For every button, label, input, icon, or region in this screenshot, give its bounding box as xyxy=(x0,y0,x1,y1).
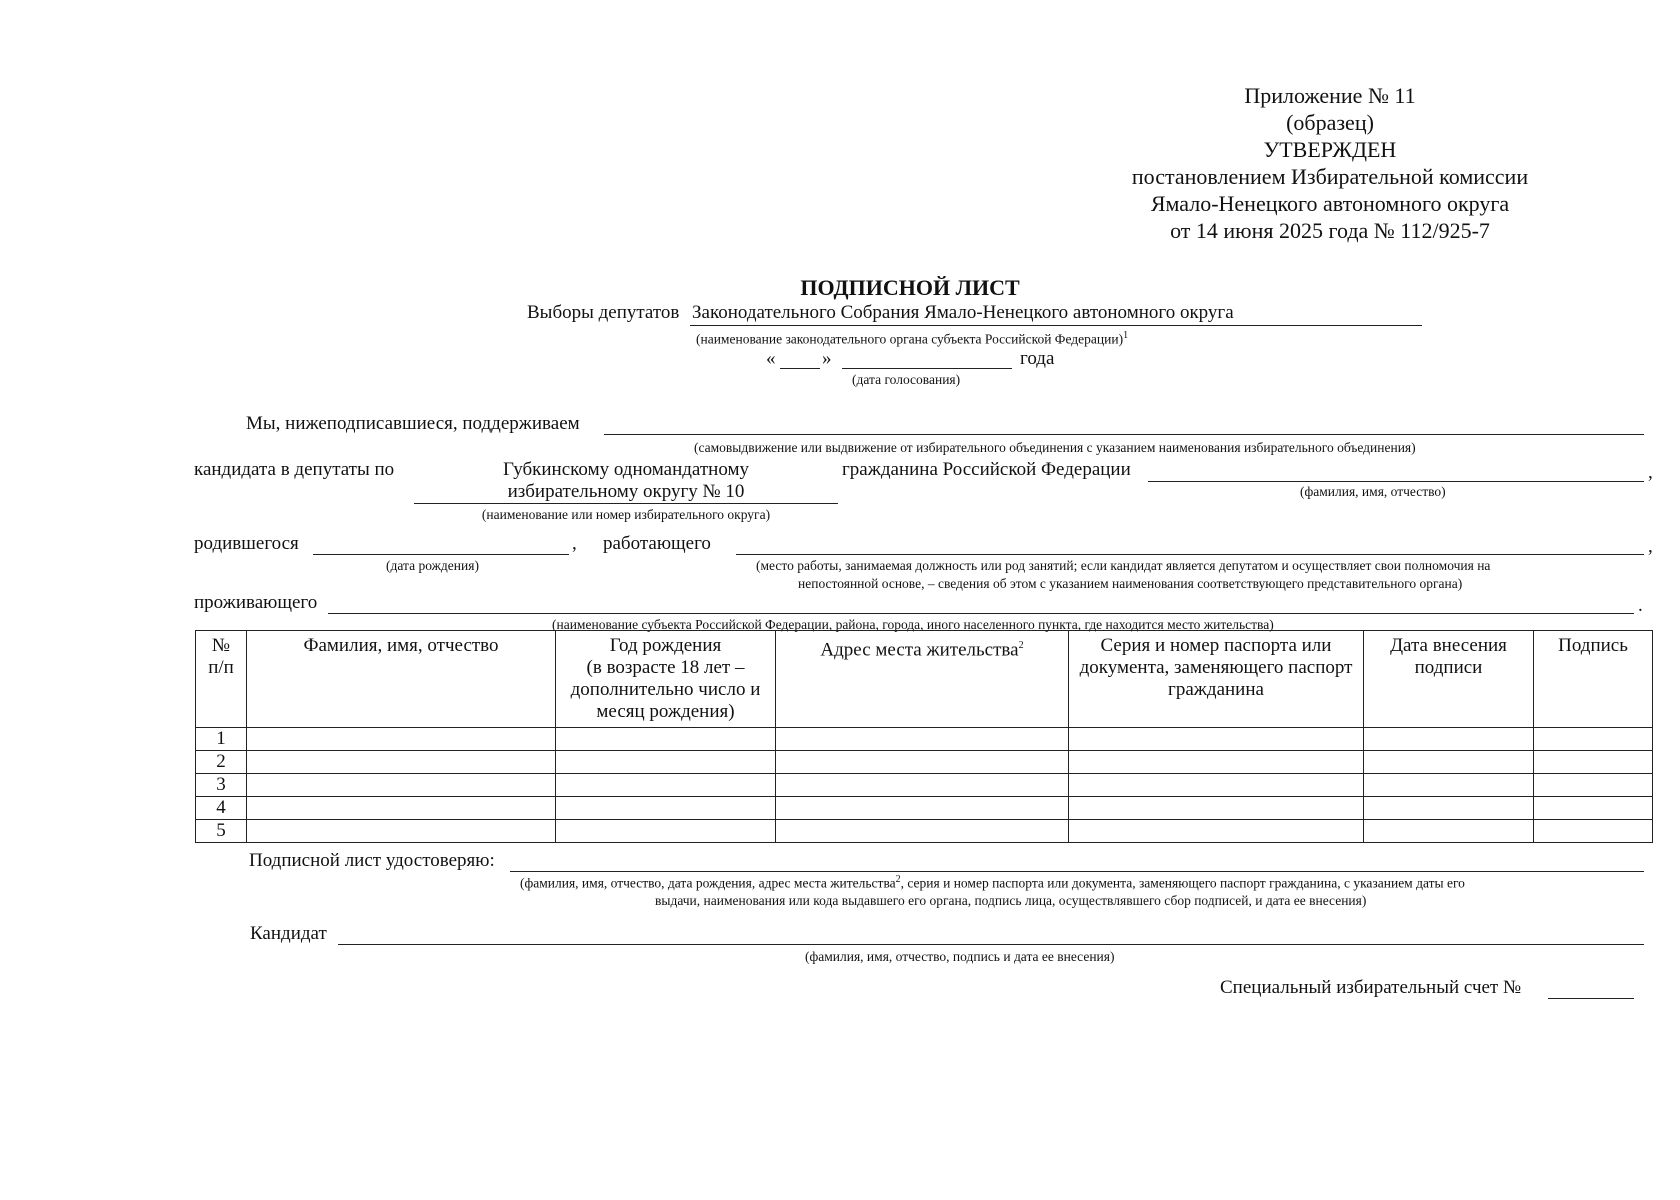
approval-resolution: постановлением Избирательной комиссии xyxy=(1131,164,1529,189)
work-caption-line1: (место работы, занимаемая должность или род занятий; если кандидат является депутатом и осуществляет свои полномочия на xyxy=(756,558,1491,573)
working-label: работающего xyxy=(603,533,711,554)
candidate-sign-field[interactable] xyxy=(338,944,1644,945)
row-address[interactable] xyxy=(776,728,1069,751)
row-sign-date[interactable] xyxy=(1364,774,1534,797)
certify-caption-line1: (фамилия, имя, отчество, дата рождения, адрес места жительства$^2$, серия и номер паспорта или документа, заменяющего паспорт гражданина, с указанием даты его xyxy=(520,874,1465,891)
work-caption-line2: непостоянной основе, – сведения об этом с указанием наименования соответствующего представительного органа) xyxy=(798,576,1463,591)
row-full-name[interactable] xyxy=(247,797,556,820)
approval-block xyxy=(1100,82,1560,244)
date-open-quote: « xyxy=(766,348,776,369)
row-full-name[interactable] xyxy=(247,728,556,751)
document-title: ПОДПИСНОЙ ЛИСТ xyxy=(800,275,1020,300)
row-number: 3 xyxy=(196,774,247,797)
elections-caption: (наименование законодательного органа субъекта Российской Федерации)$^1$ xyxy=(696,330,1129,347)
year-word: года xyxy=(1020,348,1055,369)
residence-field[interactable] xyxy=(328,613,1634,614)
date-caption: (дата голосования) xyxy=(852,372,961,387)
table-row xyxy=(196,751,1653,774)
row-sign-date[interactable] xyxy=(1364,797,1534,820)
elections-body: Законодательного Собрания Ямало-Ненецкого автономного округа xyxy=(692,302,1234,323)
row-birth-year[interactable] xyxy=(556,820,776,843)
row-address[interactable] xyxy=(776,797,1069,820)
special-account-field[interactable] xyxy=(1548,998,1634,999)
row-full-name[interactable] xyxy=(247,820,556,843)
work-place-field[interactable] xyxy=(736,554,1644,555)
elections-prefix: Выборы депутатов xyxy=(527,302,680,323)
certify-label: Подписной лист удостоверяю: xyxy=(249,850,495,871)
row-birth-year[interactable] xyxy=(556,774,776,797)
date-close-quote: » xyxy=(822,348,832,369)
living-dot: . xyxy=(1638,595,1643,616)
residence-caption: (наименование субъекта Российской Федерации, района, города, иного населенного пункта, где находится место жительства) xyxy=(552,617,1274,632)
certify-field[interactable] xyxy=(510,871,1644,872)
born-label: родившегося xyxy=(194,533,299,554)
row-birth-year[interactable] xyxy=(556,797,776,820)
support-caption: (самовыдвижение или выдвижение от избирательного объединения с указанием наименования избирательного объединения) xyxy=(694,440,1416,455)
header-number: № п/п xyxy=(196,631,247,728)
row-sign-date[interactable] xyxy=(1364,728,1534,751)
row-birth-year[interactable] xyxy=(556,751,776,774)
approved-label: УТВЕРЖДЕН xyxy=(1263,137,1397,162)
row-number: 2 xyxy=(196,751,247,774)
approval-date: от 14 июня 2025 года № 112/925-7 xyxy=(1170,218,1490,243)
row-passport[interactable] xyxy=(1069,820,1364,843)
born-comma: , xyxy=(572,533,577,554)
special-account-label: Специальный избирательный счет № xyxy=(1220,977,1522,998)
header-full-name: Фамилия, имя, отчество xyxy=(247,631,556,728)
row-signature[interactable] xyxy=(1534,820,1653,843)
birth-date-field[interactable] xyxy=(313,554,569,555)
header-birth-year: Год рождения (в возрасте 18 лет – дополнительно число и месяц рождения) xyxy=(556,631,776,728)
approval-region: Ямало-Ненецкого автономного округа xyxy=(1150,191,1510,216)
header-sign-date: Дата внесения подписи xyxy=(1364,631,1534,728)
elections-underline xyxy=(690,325,1422,326)
header-signature: Подпись xyxy=(1534,631,1653,728)
table-header-row xyxy=(196,631,1653,728)
row-sign-date[interactable] xyxy=(1364,820,1534,843)
row-address[interactable] xyxy=(776,774,1069,797)
row-sign-date[interactable] xyxy=(1364,751,1534,774)
certify-caption-line2: выдачи, наименования или кода выдавшего его органа, подпись лица, осуществлявшего сбор подписей, и дата ее внесения) xyxy=(655,893,1367,908)
row-signature[interactable] xyxy=(1534,728,1653,751)
row-signature[interactable] xyxy=(1534,774,1653,797)
candidate-comma: , xyxy=(1648,462,1653,483)
row-number: 4 xyxy=(196,797,247,820)
table-row xyxy=(196,797,1653,820)
district-caption: (наименование или номер избирательного округа) xyxy=(481,507,771,522)
header-address: Адрес места жительства$^2$ xyxy=(776,631,1069,728)
day-field[interactable] xyxy=(780,368,820,369)
row-address[interactable] xyxy=(776,820,1069,843)
table-row xyxy=(196,728,1653,751)
row-passport[interactable] xyxy=(1069,728,1364,751)
row-signature[interactable] xyxy=(1534,751,1653,774)
sample-mark: (образец) xyxy=(1286,110,1374,135)
appendix-number: Приложение № 11 xyxy=(1244,83,1416,108)
support-label: Мы, нижеподписавшиеся, поддерживаем xyxy=(246,413,580,434)
birth-date-caption: (дата рождения) xyxy=(386,558,479,573)
header-passport: Серия и номер паспорта или документа, заменяющего паспорт гражданина xyxy=(1069,631,1364,728)
working-comma: , xyxy=(1648,536,1653,557)
district-name-line2: избирательному округу № 10 xyxy=(507,481,745,502)
signatures-table xyxy=(195,630,1653,843)
candidate-label: кандидата в депутаты по xyxy=(194,459,395,480)
support-field[interactable] xyxy=(604,434,1644,435)
row-number: 1 xyxy=(196,728,247,751)
table-row xyxy=(196,820,1653,843)
living-label: проживающего xyxy=(194,592,318,613)
row-signature[interactable] xyxy=(1534,797,1653,820)
citizen-label: гражданина Российской Федерации xyxy=(842,459,1131,480)
row-full-name[interactable] xyxy=(247,774,556,797)
candidate-name-field[interactable] xyxy=(1148,481,1644,482)
month-field[interactable] xyxy=(842,368,1012,369)
row-passport[interactable] xyxy=(1069,774,1364,797)
row-passport[interactable] xyxy=(1069,751,1364,774)
row-number: 5 xyxy=(196,820,247,843)
table-row xyxy=(196,774,1653,797)
district-name-line1: Губкинскому одномандатному xyxy=(502,459,750,480)
row-full-name[interactable] xyxy=(247,751,556,774)
row-passport[interactable] xyxy=(1069,797,1364,820)
row-birth-year[interactable] xyxy=(556,728,776,751)
candidate-name-caption: (фамилия, имя, отчество) xyxy=(1300,484,1446,499)
candidate-sign-label: Кандидат xyxy=(250,923,327,944)
candidate-sign-caption: (фамилия, имя, отчество, подпись и дата ее внесения) xyxy=(805,949,1115,964)
row-address[interactable] xyxy=(776,751,1069,774)
district-underline xyxy=(414,503,838,504)
